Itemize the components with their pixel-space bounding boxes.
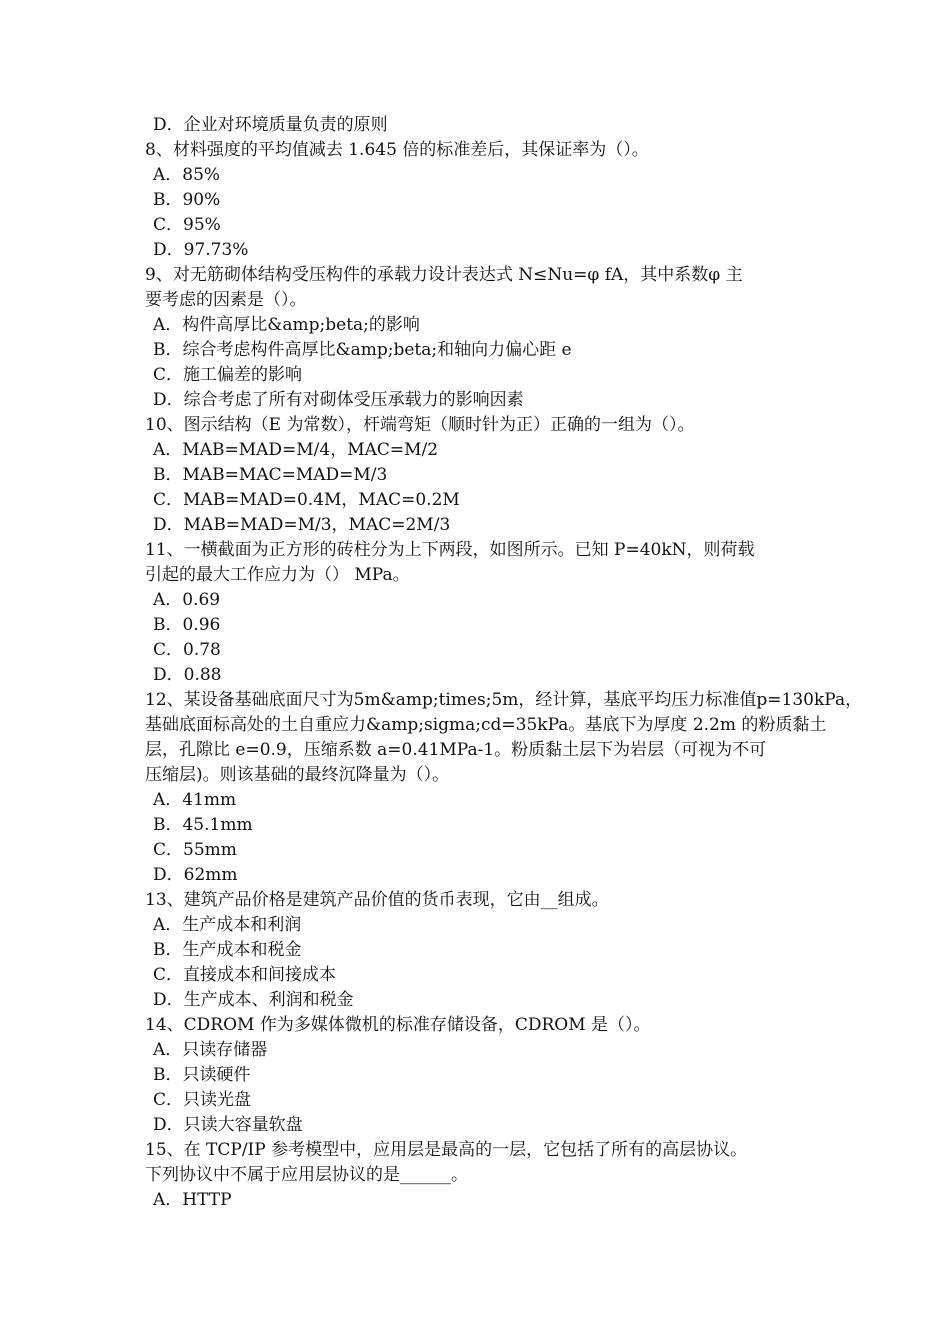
question-text-line: 下列协议中不属于应用层协议的是______。 bbox=[145, 1165, 468, 1185]
answer-option: D．综合考虑了所有对砌体受压承载力的影响因素 bbox=[153, 390, 524, 410]
question-text-line: 11、一横截面为正方形的砖柱分为上下两段，如图所示。已知 P=40kN，则荷载 bbox=[145, 540, 755, 560]
question-text-line: 基础底面标高处的土自重应力&amp;sigma;cd=35kPa。基底下为厚度 2.2m 的粉质黏土 bbox=[145, 715, 827, 735]
answer-option: D．MAB=MAD=M/3，MAC=2M/3 bbox=[153, 515, 451, 535]
answer-option: B．只读硬件 bbox=[153, 1065, 251, 1085]
answer-option: A．0.69 bbox=[153, 590, 221, 610]
question-text-line: 引起的最大工作应力为（） MPa。 bbox=[145, 565, 410, 585]
answer-option: A．HTTP bbox=[153, 1190, 232, 1210]
answer-option: C．直接成本和间接成本 bbox=[153, 965, 337, 985]
answer-option: D．只读大容量软盘 bbox=[153, 1115, 303, 1135]
answer-option: C．MAB=MAD=0.4M，MAC=0.2M bbox=[153, 490, 460, 510]
answer-option: C．施工偏差的影响 bbox=[153, 365, 303, 385]
answer-option: D．97.73% bbox=[153, 240, 249, 260]
answer-option: A．MAB=MAD=M/4，MAC=M/2 bbox=[153, 440, 439, 460]
question-text-line: 13、建筑产品价格是建筑产品价值的货币表现，它由__组成。 bbox=[145, 890, 609, 910]
question-text-line: 9、对无筋砌体结构受压构件的承载力设计表达式 N≤Nu=φ fA，其中系数φ 主 bbox=[145, 265, 743, 285]
answer-option: A．只读存储器 bbox=[153, 1040, 268, 1060]
question-text-line: 12、某设备基础底面尺寸为5m&amp;times;5m，经计算，基底平均压力标准值p=130kPa， bbox=[145, 690, 863, 710]
answer-option: D．62mm bbox=[153, 865, 238, 885]
answer-option: B．综合考虑构件高厚比&amp;beta;和轴向力偏心距 e bbox=[153, 340, 572, 360]
answer-option: B．生产成本和税金 bbox=[153, 940, 302, 960]
answer-option: A．生产成本和利润 bbox=[153, 915, 302, 935]
question-text-line: 10、图示结构（E 为常数），杆端弯矩（顺时针为正）正确的一组为（）。 bbox=[145, 415, 695, 435]
answer-option: A．41mm bbox=[153, 790, 237, 810]
question-text-line: 层，孔隙比 e=0.9，压缩系数 a=0.41MPa-1。粉质黏土层下为岩层（可视为不可 bbox=[145, 740, 767, 760]
question-text-line: 15、在 TCP/IP 参考模型中，应用层是最高的一层，它包括了所有的高层协议。 bbox=[145, 1140, 748, 1160]
question-text-line: 14、CDROM 作为多媒体微机的标准存储设备，CDROM 是（）。 bbox=[145, 1015, 651, 1035]
answer-option: C．只读光盘 bbox=[153, 1090, 252, 1110]
answer-option: C．95% bbox=[153, 215, 221, 235]
answer-option: C．0.78 bbox=[153, 640, 221, 660]
answer-option: D．生产成本、利润和税金 bbox=[153, 990, 354, 1010]
answer-option: A．85% bbox=[153, 165, 221, 185]
question-text-line: 压缩层)。则该基础的最终沉降量为（）。 bbox=[145, 765, 450, 785]
question-text-line: 8、材料强度的平均值减去 1.645 倍的标准差后，其保证率为（）。 bbox=[145, 140, 649, 160]
question-text-line: 要考虑的因素是（）。 bbox=[145, 290, 307, 310]
answer-option: D．0.88 bbox=[153, 665, 222, 685]
answer-option: B．45.1mm bbox=[153, 815, 253, 835]
answer-option: B．90% bbox=[153, 190, 221, 210]
answer-option: B．0.96 bbox=[153, 615, 221, 635]
answer-option: B．MAB=MAC=MAD=M/3 bbox=[153, 465, 388, 485]
answer-option: D．企业对环境质量负责的原则 bbox=[153, 115, 388, 135]
question-list bbox=[145, 113, 863, 1213]
answer-option: A．构件高厚比&amp;beta;的影响 bbox=[153, 315, 420, 335]
answer-option: C．55mm bbox=[153, 840, 237, 860]
